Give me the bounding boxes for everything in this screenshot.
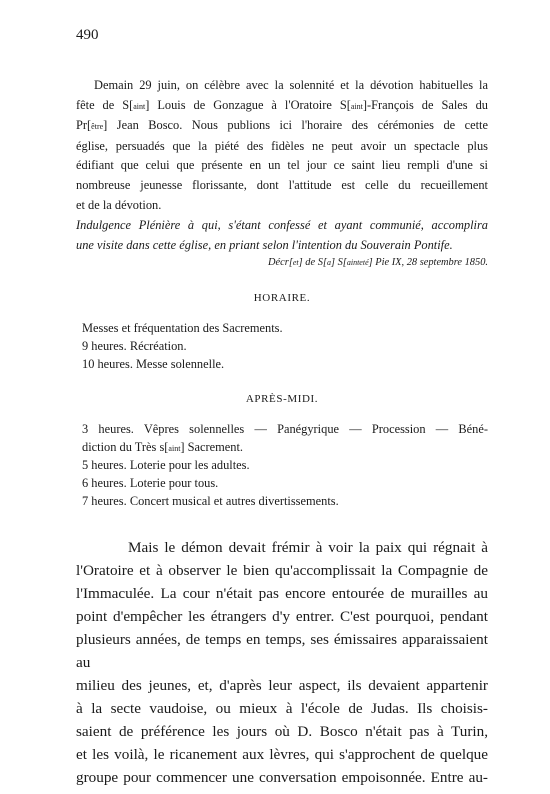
intro-line: édifiant que celui que présente en un tel jour ce saint lieu rempli d'une si xyxy=(76,158,488,173)
body-line: Mais le démon devait frémir à voir la paix qui régnait à xyxy=(128,539,488,556)
body-line: l'Immaculée. La cour n'était pas encore entourée de murailles au xyxy=(76,585,488,602)
body-line: à la secte vaudoise, ou mieux à l'école de Judas. Ils choisis- xyxy=(76,700,488,717)
body-line: groupe pour commencer une conversation empoisonnée. Entre au- xyxy=(76,769,488,786)
body-line: et les voilà, le ricanement aux lèvres, qui s'approchent de quelque xyxy=(76,746,488,763)
body-line: saient de préférence les jours où D. Bosco n'était pas à Turin, xyxy=(76,723,488,740)
body-line: l'Oratoire et à observer le bien qu'accomplissait la Compagnie de xyxy=(76,562,488,579)
main-paragraph xyxy=(76,536,488,789)
indulgence-line: Indulgence Plénière à qui, s'étant confessé et ayant communié, accomplira xyxy=(76,218,488,232)
intro-line: fête de S[aint] Louis de Gonzague à l'Oratoire S[aint]-François de Sales du xyxy=(76,97,488,112)
body-line: point d'empêcher les étrangers d'y entrer. C'est pourquoi, pendant xyxy=(76,608,488,625)
schedule-item: 3 heures. Vêpres solennelles — Panégyrique — Procession — Béné- xyxy=(82,422,488,436)
intro-paragraph xyxy=(76,76,488,215)
intro-line: nombreuse jeunesse florissante, dont l'attitude est celle du recueillement xyxy=(76,177,488,192)
intro-line: église, persuadés que la piété des fidèles ne peut avoir un spectacle plus xyxy=(76,138,488,153)
schedule-item: 7 heures. Concert musical et autres divertissements. xyxy=(82,494,339,508)
horaire-heading: HORAIRE. xyxy=(253,292,311,304)
schedule-item: 10 heures. Messe solennelle. xyxy=(82,357,225,371)
schedule-item: diction du Très s[aint] Sacrement. xyxy=(82,440,244,454)
schedule-item: Messes et fréquentation des Sacrements. xyxy=(82,321,283,335)
body-line: milieu des jeunes, et, d'après leur aspect, ils devaient appartenir xyxy=(76,677,488,694)
apres-midi-heading: APRÈS-MIDI. xyxy=(245,393,319,405)
indulgence-line: une visite dans cette église, en priant selon l'intention du Souverain Pontife. xyxy=(76,237,453,252)
intro-line: Pr[être] Jean Bosco. Nous publions ici l'horaire des cérémonies de cette xyxy=(76,118,488,133)
page-number: 490 xyxy=(76,27,99,43)
schedule-item: 9 heures. Récréation. xyxy=(82,339,187,353)
schedule-item: 6 heures. Loterie pour tous. xyxy=(82,476,219,490)
intro-line: Demain 29 juin, on célèbre avec la solennité et la dévotion habituelles la xyxy=(94,78,488,92)
indulgence-paragraph xyxy=(76,216,488,255)
intro-line: et de la dévotion. xyxy=(76,197,162,212)
body-line: plusieurs années, de temps en temps, ses émissaires apparaissaient au xyxy=(76,631,488,671)
decree-reference: Décr[et] de S[a] S[ainteté] Pie IX, 28 septembre 1850. xyxy=(268,257,488,268)
schedule-item: 5 heures. Loterie pour les adultes. xyxy=(82,458,250,472)
